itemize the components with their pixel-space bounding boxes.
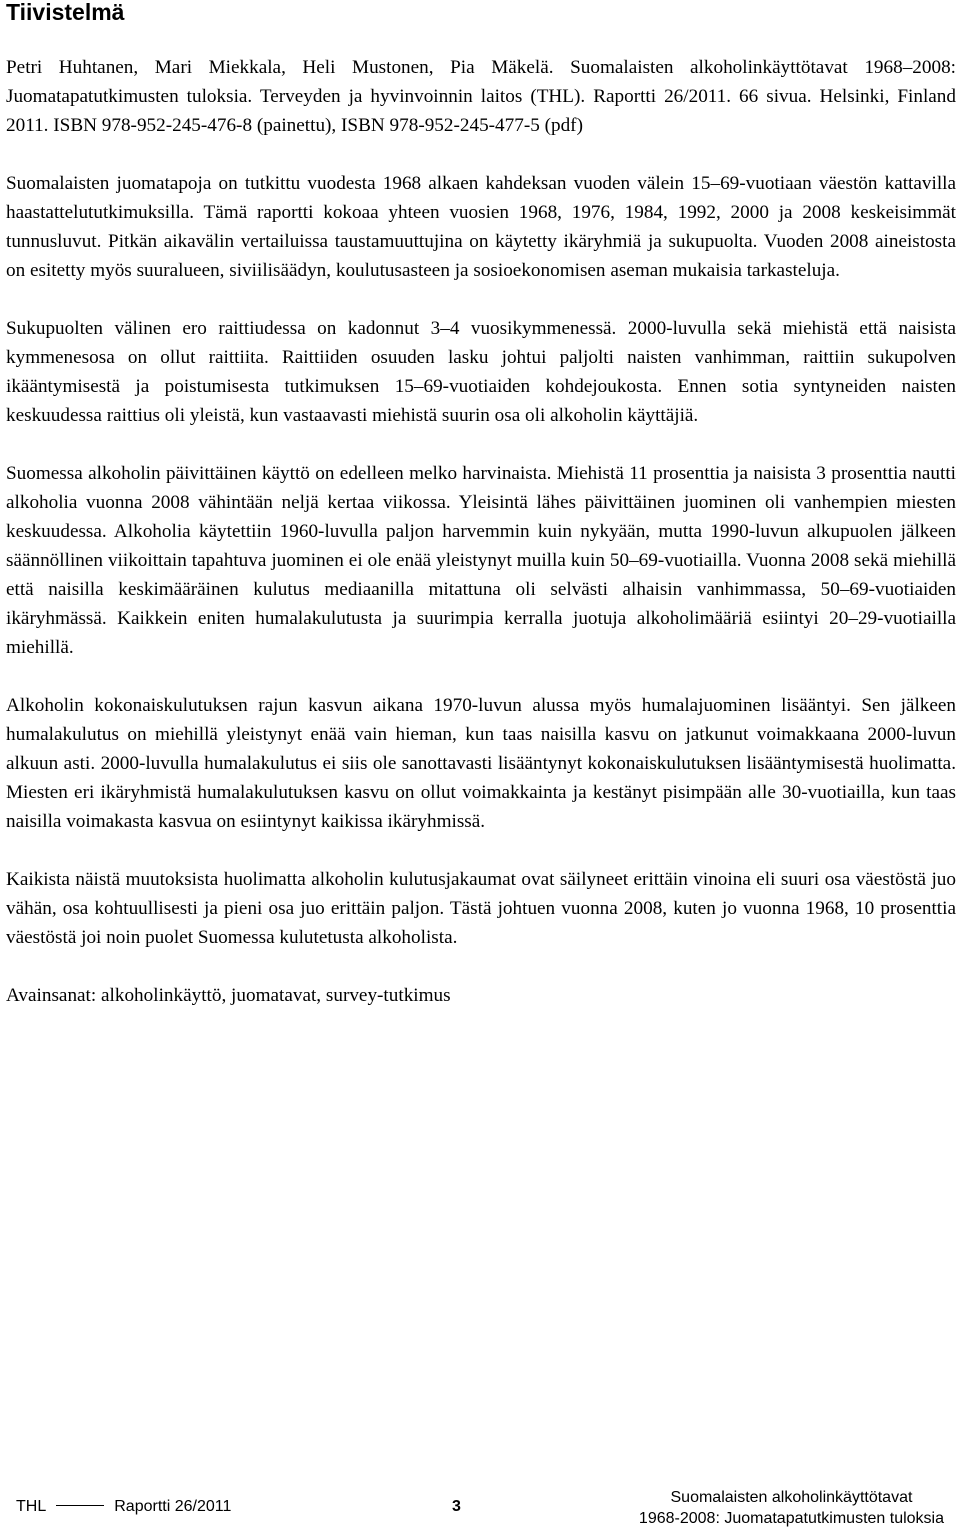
abstract-paragraph: Alkoholin kokonaiskulutuksen rajun kasvun aikana 1970-luvun alussa myös humalajuominen lisääntyi. Sen jälkeen humalakulutus on miehillä yleistynyt enää vain hieman, kun taas naisilla kasvu on jatkunut voimakkaana 2000-luvun alkuun asti. 2000-luvulla humalakulutus ei siis ole sanottavasti lisääntynyt kokonaiskulutuksen lisääntymisestä huolimatta. Miesten eri ikäryhmistä humalakulutuksen kasvu on ollut voimakkainta ja kestänyt pisimpään alle 30-vuotiailla, kun taas naisilla voimakasta kasvua on esiintynyt kaikissa ikäryhmissä. (6, 695, 956, 832)
abstract-paragraph: Suomessa alkoholin päivittäinen käyttö on edelleen melko harvinaista. Miehistä 11 prosenttia ja naisista 3 prosenttia nautti alkoholia vuonna 2008 vähintään neljä kertaa viikossa. Yleisintä lähes päivittäinen juominen oli vanhempien miesten keskuudessa. Alkoholia käytettiin 1960-luvulla paljon harvemmin kuin nykyään, mutta 1990-luvun alkupuolen jälkeen säännöllinen viikoittain tapahtuva juominen ei ole enää yleistynyt muilla kuin 50–69-vuotiailla. Vuonna 2008 sekä miehillä että naisilla keskimääräinen kulutus mediaanilla mitattuna oli selvästi alhaisin vanhimmassa, 50–69-vuotiaiden ikäryhmässä. Kaikkein eniten humalakulutusta ja suurimpia kerralla juotuja alkoholimääriä esiintyi 20–29-vuotiailla miehillä. (6, 463, 956, 658)
citation-paragraph: Petri Huhtanen, Mari Miekkala, Heli Mustonen, Pia Mäkelä. Suomalaisten alkoholinkäyttötavat 1968–2008: Juomatapatutkimusten tuloksia. Terveyden ja hyvinvoinnin laitos (THL). Raportti 26/2011. 66 sivua. Helsinki, Finland 2011. ISBN 978-952-245-476-8 (painettu), ISBN 978-952-245-477-5 (pdf) (6, 57, 956, 136)
footer-divider-line (56, 1505, 104, 1506)
footer-series-line2: 1968-2008: Juomatapatutkimusten tuloksia (638, 1510, 944, 1527)
footer-publisher-report (16, 1497, 231, 1517)
footer-publisher: THL (16, 1498, 47, 1515)
abstract-paragraph: Suomalaisten juomatapoja on tutkittu vuodesta 1968 alkaen kahdeksan vuoden välein 15–69-vuotiaan väestön kattavilla haastattelututkimuksilla. Tämä raportti kokoaa yhteen vuosien 1968, 1976, 1984, 1992, 2000 ja 2008 keskeisimmät tunnusluvut. Pitkän aikavälin vertailuissa taustamuuttujina on käytetty ikäryhmiä ja sukupuolta. Vuoden 2008 aineistosta on esitetty myös suuralueen, siviilisäädyn, koulutusasteen ja sosioekonomisen aseman mukaisia tarkasteluja. (6, 173, 956, 281)
abstract-body (6, 53, 956, 1039)
keywords: Avainsanat: alkoholinkäyttö, juomatavat, survey-tutkimus (6, 985, 451, 1006)
abstract-paragraph: Kaikista näistä muutoksista huolimatta alkoholin kulutusjakaumat ovat säilyneet erittäin vinoina eli suuri osa väestöstä juo vähän, osa kohtuullisesti ja pieni osa juo erittäin paljon. Tästä johtuen vuonna 2008, kuten jo vuonna 1968, 10 prosenttia väestöstä joi noin puolet Suomessa kulutetusta alkoholista. (6, 869, 956, 948)
page-title: Tiivistelmä (6, 0, 125, 25)
abstract-paragraph: Sukupuolten välinen ero raittiudessa on kadonnut 3–4 vuosikymmenessä. 2000-luvulla sekä miehistä että naisista kymmenesosa on ollut raittiita. Raittiiden osuuden lasku johtui paljolti naisten vanhimman, raittiin sukupolven ikääntymisestä ja poistumisesta tutkimuksen 15–69-vuotiaiden kohdejoukosta. Ennen sotia syntyneiden naisten keskuudessa raittius oli yleistä, kun vastaavasti miehistä suurin osa oli alkoholin käyttäjiä. (6, 318, 956, 426)
footer-series-title (639, 1487, 944, 1529)
footer-series-line1: Suomalaisten alkoholinkäyttötavat (670, 1489, 913, 1506)
footer-page-number: 3 (452, 1498, 461, 1515)
page-footer (0, 1487, 960, 1529)
footer-report-number: Raportti 26/2011 (114, 1498, 232, 1515)
